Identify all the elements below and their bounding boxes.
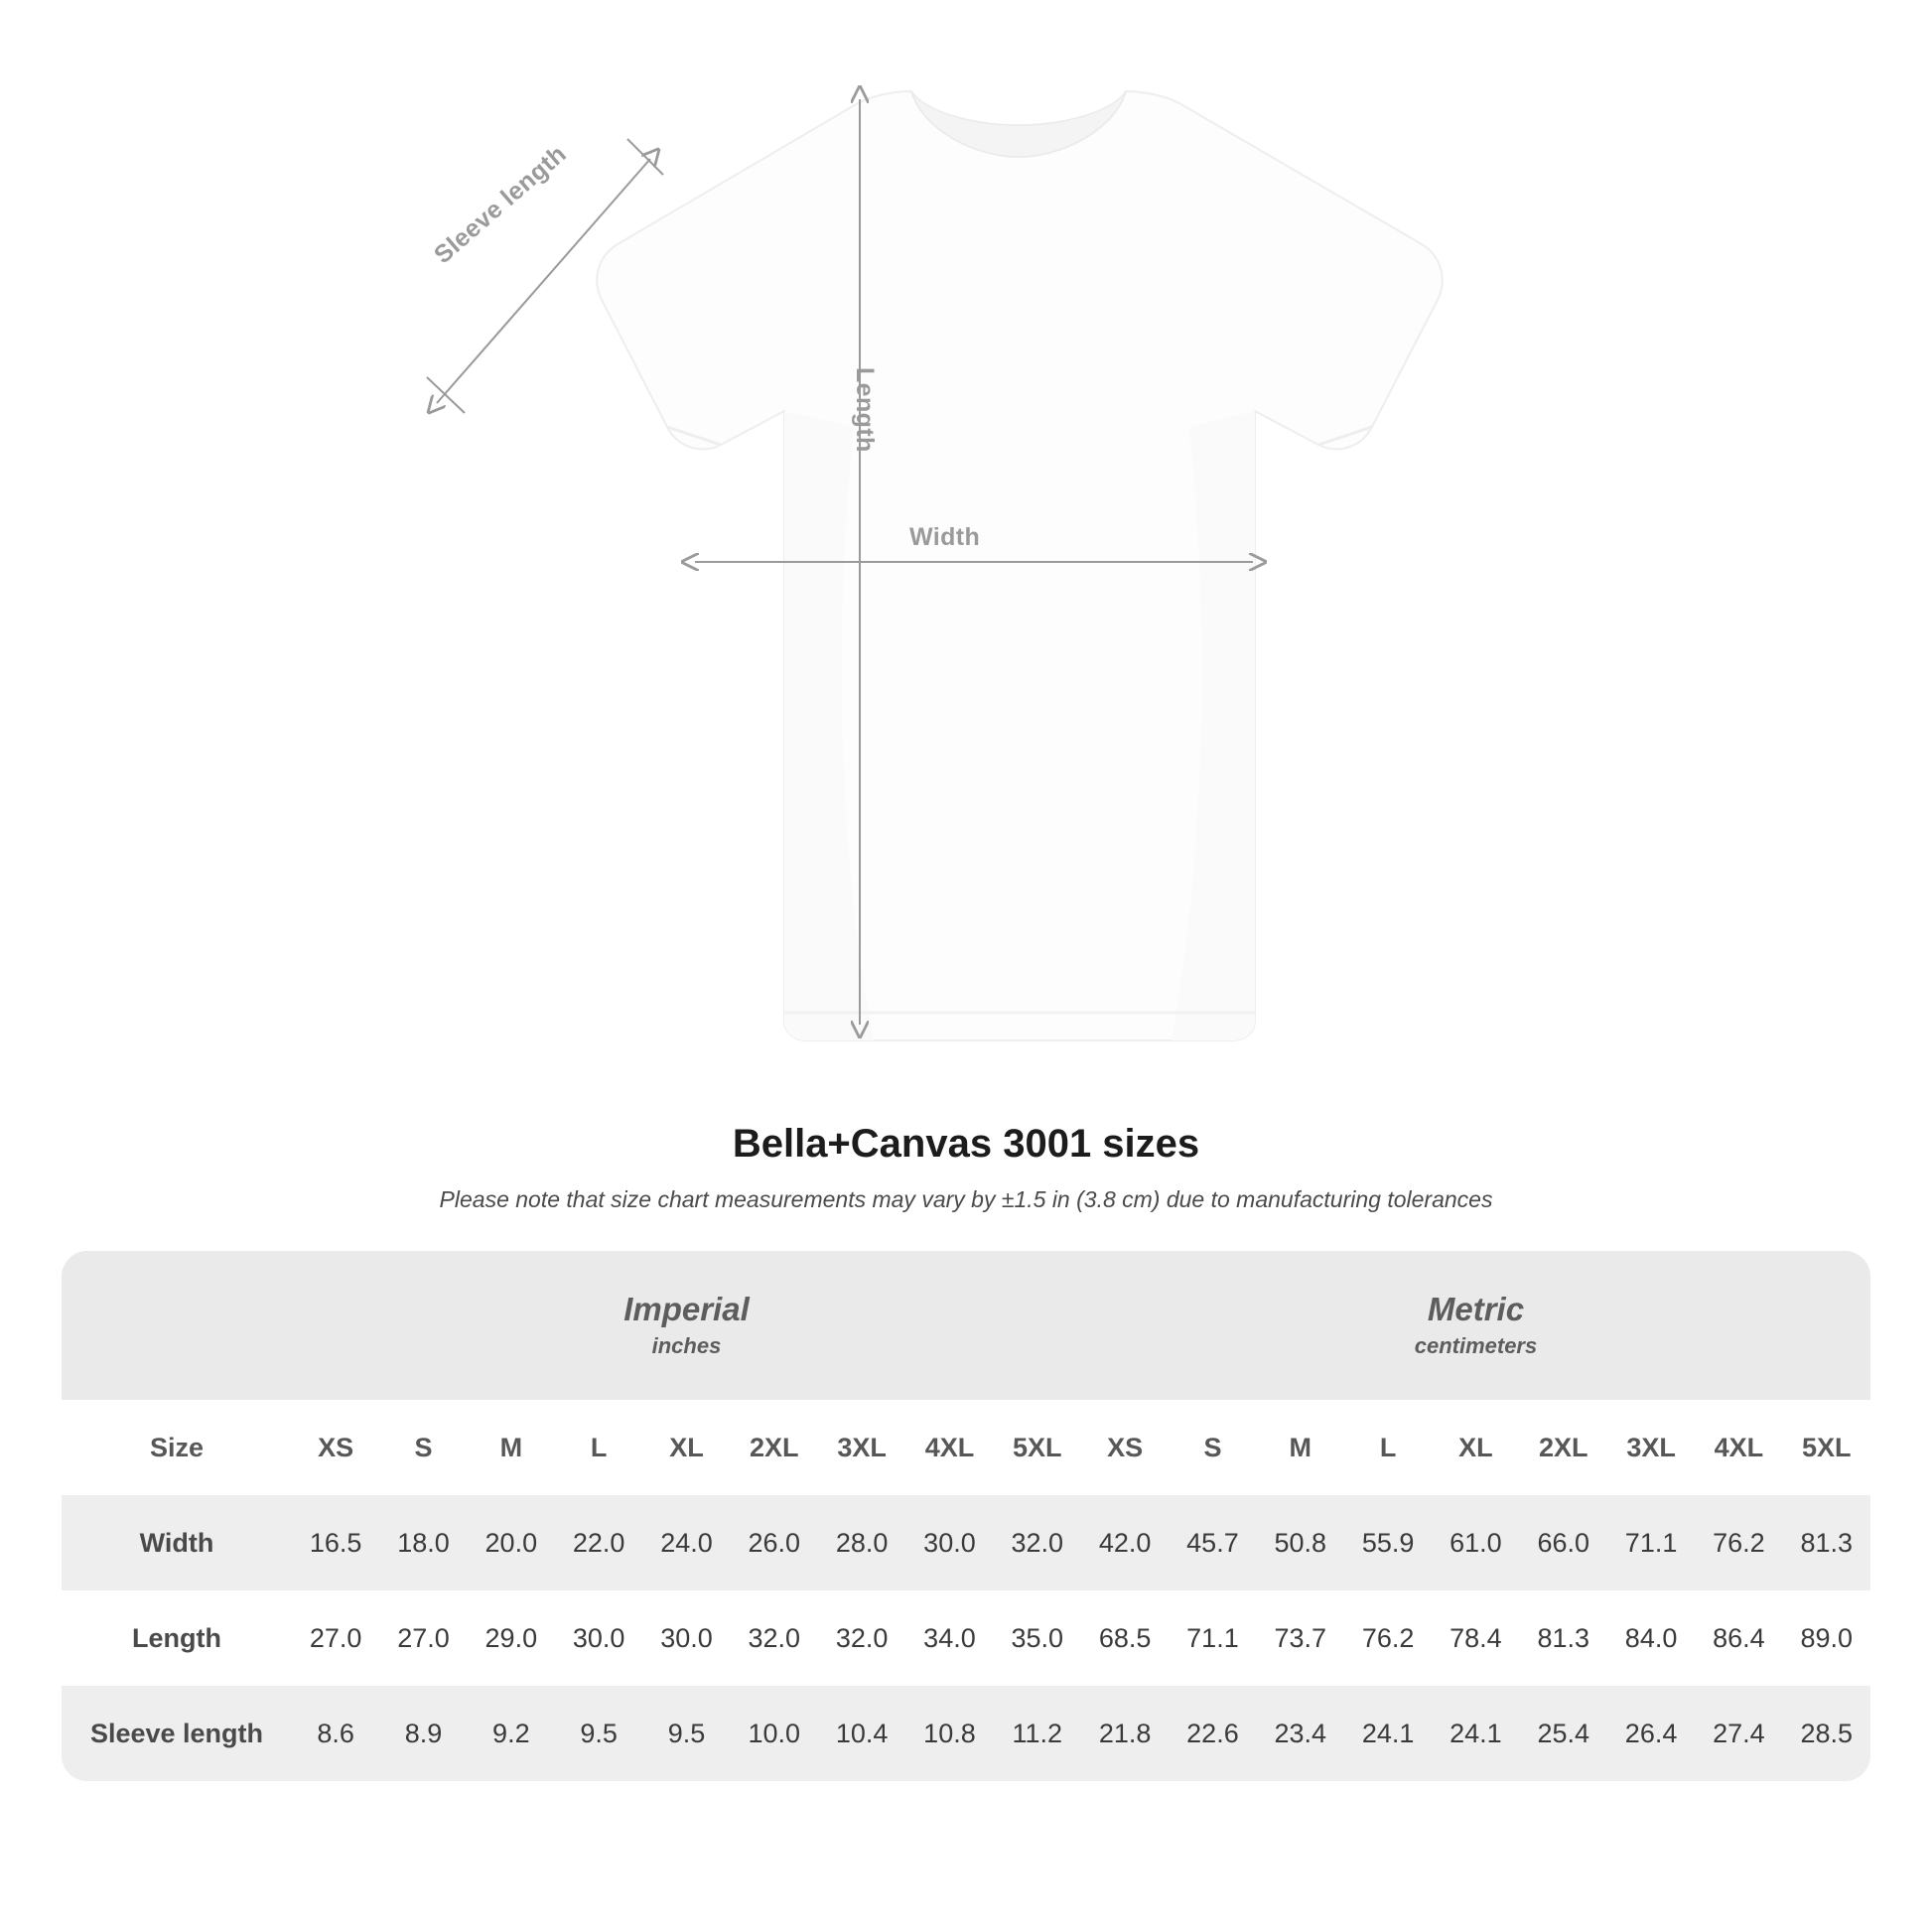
size-chart-table bbox=[62, 1251, 1870, 1781]
measurement-cell: 9.5 bbox=[555, 1686, 642, 1781]
measurement-cell: 35.0 bbox=[994, 1590, 1081, 1686]
measurement-cell: 26.4 bbox=[1607, 1686, 1695, 1781]
unit-group-name: Imperial bbox=[623, 1290, 750, 1327]
measurement-cell: 22.0 bbox=[555, 1495, 642, 1590]
measurement-cell: 9.5 bbox=[642, 1686, 730, 1781]
page-title: Bella+Canvas 3001 sizes bbox=[732, 1122, 1200, 1166]
measurement-cell: 28.0 bbox=[818, 1495, 905, 1590]
size-column-header: M bbox=[468, 1400, 555, 1495]
measurement-cell: 28.5 bbox=[1783, 1686, 1870, 1781]
measurement-cell: 34.0 bbox=[905, 1590, 993, 1686]
size-column-header: XL bbox=[1432, 1400, 1519, 1495]
measurement-cell: 30.0 bbox=[555, 1590, 642, 1686]
measurement-cell: 16.5 bbox=[292, 1495, 379, 1590]
size-column-header: L bbox=[555, 1400, 642, 1495]
table-row bbox=[62, 1590, 1870, 1686]
size-column-header: S bbox=[379, 1400, 467, 1495]
measurement-cell: 32.0 bbox=[818, 1590, 905, 1686]
measurement-cell: 25.4 bbox=[1520, 1686, 1607, 1781]
unit-group-header bbox=[292, 1251, 1081, 1400]
measurement-row-label: Sleeve length bbox=[62, 1686, 292, 1781]
measurement-cell: 32.0 bbox=[994, 1495, 1081, 1590]
unit-group-sub: centimeters bbox=[1414, 1333, 1538, 1359]
label-sleeve-length: Sleeve length bbox=[429, 139, 572, 270]
measurement-cell: 10.0 bbox=[731, 1686, 818, 1781]
label-width: Width bbox=[909, 523, 981, 551]
measurement-cell: 76.2 bbox=[1344, 1590, 1432, 1686]
measurement-cell: 24.0 bbox=[642, 1495, 730, 1590]
measurement-cell: 23.4 bbox=[1257, 1686, 1344, 1781]
size-column-header: 4XL bbox=[1695, 1400, 1782, 1495]
unit-group-sub: inches bbox=[651, 1333, 722, 1359]
size-column-header: S bbox=[1169, 1400, 1256, 1495]
measurement-cell: 21.8 bbox=[1081, 1686, 1169, 1781]
measurement-cell: 32.0 bbox=[731, 1590, 818, 1686]
measurement-cell: 55.9 bbox=[1344, 1495, 1432, 1590]
size-chart-body bbox=[62, 1495, 1870, 1781]
measurement-cell: 9.2 bbox=[468, 1686, 555, 1781]
measurement-cell: 30.0 bbox=[905, 1495, 993, 1590]
size-column-header: 2XL bbox=[731, 1400, 818, 1495]
unit-group-name: Metric bbox=[1427, 1290, 1525, 1327]
table-row bbox=[62, 1686, 1870, 1781]
size-column-header: M bbox=[1257, 1400, 1344, 1495]
measurement-cell: 27.0 bbox=[292, 1590, 379, 1686]
size-header-row bbox=[62, 1400, 1870, 1495]
measurement-cell: 42.0 bbox=[1081, 1495, 1169, 1590]
size-column-header: XS bbox=[292, 1400, 379, 1495]
measurement-cell: 84.0 bbox=[1607, 1590, 1695, 1686]
measurement-cell: 8.9 bbox=[379, 1686, 467, 1781]
unit-group-header bbox=[1081, 1251, 1870, 1400]
measurement-cell: 18.0 bbox=[379, 1495, 467, 1590]
label-length: Length bbox=[851, 367, 879, 453]
measurement-cell: 27.0 bbox=[379, 1590, 467, 1686]
size-header-label: Size bbox=[62, 1400, 292, 1495]
measurement-cell: 27.4 bbox=[1695, 1686, 1782, 1781]
measurement-cell: 68.5 bbox=[1081, 1590, 1169, 1686]
measurement-cell: 50.8 bbox=[1257, 1495, 1344, 1590]
tshirt-shape bbox=[597, 91, 1443, 1040]
measurement-cell: 20.0 bbox=[468, 1495, 555, 1590]
measurement-cell: 89.0 bbox=[1783, 1590, 1870, 1686]
measurement-cell: 73.7 bbox=[1257, 1590, 1344, 1686]
measurement-cell: 30.0 bbox=[642, 1590, 730, 1686]
measurement-cell: 71.1 bbox=[1169, 1590, 1256, 1686]
measurement-cell: 11.2 bbox=[994, 1686, 1081, 1781]
size-column-header: XS bbox=[1081, 1400, 1169, 1495]
measurement-cell: 10.4 bbox=[818, 1686, 905, 1781]
measurement-cell: 61.0 bbox=[1432, 1495, 1519, 1590]
measurement-cell: 26.0 bbox=[731, 1495, 818, 1590]
size-column-header: 3XL bbox=[818, 1400, 905, 1495]
measurement-cell: 10.8 bbox=[905, 1686, 993, 1781]
measurement-cell: 66.0 bbox=[1520, 1495, 1607, 1590]
size-chart-table-wrap bbox=[62, 1251, 1870, 1781]
measurement-cell: 29.0 bbox=[468, 1590, 555, 1686]
measurement-cell: 86.4 bbox=[1695, 1590, 1782, 1686]
size-column-header: 4XL bbox=[905, 1400, 993, 1495]
measurement-row-label: Length bbox=[62, 1590, 292, 1686]
measurement-cell: 81.3 bbox=[1783, 1495, 1870, 1590]
size-column-header: 5XL bbox=[1783, 1400, 1870, 1495]
unit-header-spacer bbox=[62, 1251, 292, 1400]
measurement-cell: 81.3 bbox=[1520, 1590, 1607, 1686]
size-column-header: L bbox=[1344, 1400, 1432, 1495]
measurement-cell: 8.6 bbox=[292, 1686, 379, 1781]
size-column-header: XL bbox=[642, 1400, 730, 1495]
unit-header-row bbox=[62, 1251, 1870, 1400]
size-column-header: 2XL bbox=[1520, 1400, 1607, 1495]
title-block bbox=[0, 1122, 1932, 1213]
measurement-row-label: Width bbox=[62, 1495, 292, 1590]
measurement-cell: 76.2 bbox=[1695, 1495, 1782, 1590]
measurement-cell: 22.6 bbox=[1169, 1686, 1256, 1781]
measurement-cell: 45.7 bbox=[1169, 1495, 1256, 1590]
table-row bbox=[62, 1495, 1870, 1590]
size-column-header: 5XL bbox=[994, 1400, 1081, 1495]
measurement-cell: 78.4 bbox=[1432, 1590, 1519, 1686]
size-column-header: 3XL bbox=[1607, 1400, 1695, 1495]
tolerance-note: Please note that size chart measurements may vary by ±1.5 in (3.8 cm) due to manufacturing tolerances bbox=[439, 1186, 1493, 1212]
measurement-cell: 24.1 bbox=[1344, 1686, 1432, 1781]
measurement-cell: 71.1 bbox=[1607, 1495, 1695, 1590]
measurement-cell: 24.1 bbox=[1432, 1686, 1519, 1781]
